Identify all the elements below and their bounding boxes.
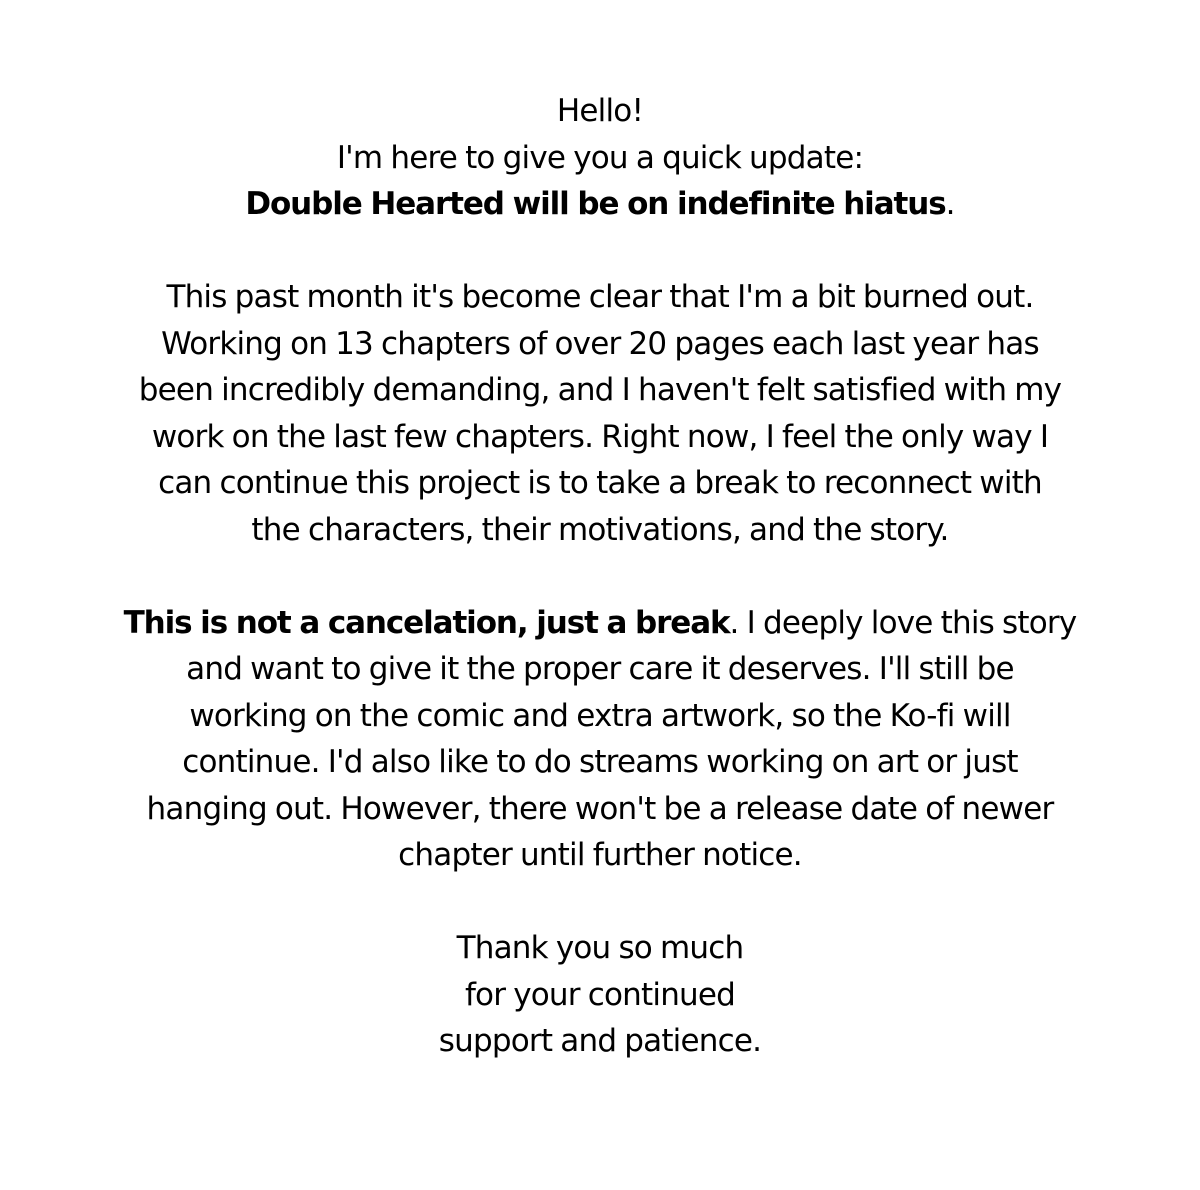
paragraph-line: continue. I'd also like to do streams working on art or just: [182, 744, 1018, 780]
break-lead-line: [0, 600, 1200, 647]
paragraph-line: can continue this project is to take a break to reconnect with: [158, 465, 1042, 501]
paragraph-line: work on the last few chapters. Right now, I feel the only way I: [151, 418, 1049, 455]
closing-line: support and patience.: [438, 1023, 762, 1059]
greeting-block: [0, 88, 1200, 228]
paragraph-line: hanging out. However, there won't be a release date of newer: [146, 790, 1054, 827]
paragraph-line: working on the comic and extra artwork, so the Ko-fi will: [189, 697, 1011, 734]
paragraph-line: This past month it's become clear that I'm a bit burned out.: [166, 279, 1034, 315]
burnout-paragraph: [0, 274, 1200, 553]
greeting-hello: Hello!: [556, 93, 644, 129]
hiatus-headline-bold: Double Hearted will be on indefinite hiatus: [245, 186, 946, 222]
hiatus-announcement: [0, 88, 1200, 1065]
paragraph-line: chapter until further notice.: [398, 837, 802, 873]
paragraph-gap: [0, 553, 1200, 600]
not-cancelation-bold: This is not a cancelation, just a break: [123, 604, 730, 641]
closing-line: for your continued: [464, 976, 736, 1013]
paragraph-line: and want to give it the proper care it deserves. I'll still be: [186, 651, 1014, 687]
paragraph-gap: [0, 228, 1200, 275]
closing-line: Thank you so much: [456, 930, 744, 966]
break-lead-tail: . I deeply love this story: [729, 604, 1077, 641]
hiatus-headline-period: .: [945, 186, 955, 222]
hiatus-headline: [0, 181, 1200, 228]
paragraph-line: Working on 13 chapters of over 20 pages each last year has: [161, 325, 1039, 362]
paragraph-gap: [0, 879, 1200, 926]
closing-block: [0, 925, 1200, 1065]
paragraph-line: been incredibly demanding, and I haven't felt satisfied with my: [138, 372, 1062, 408]
paragraph-line: the characters, their motivations, and the story.: [251, 511, 949, 548]
greeting-update: I'm here to give you a quick update:: [336, 139, 864, 176]
break-paragraph: [0, 600, 1200, 879]
